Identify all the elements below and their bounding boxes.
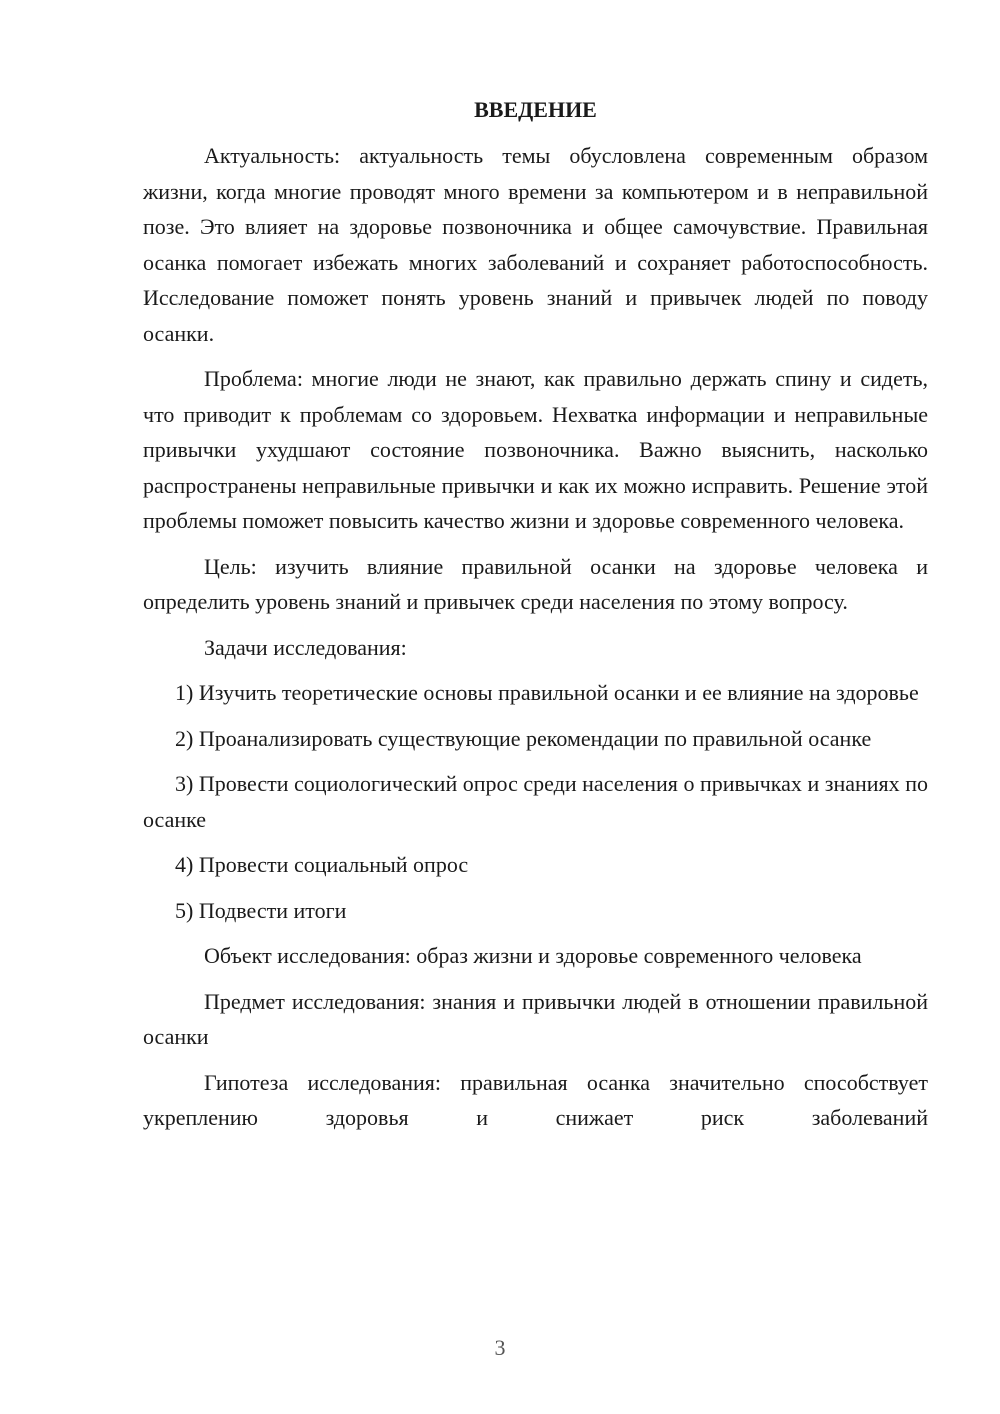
paragraph-object: Объект исследования: образ жизни и здоровье современного человека — [204, 943, 862, 968]
document-page — [143, 92, 928, 1146]
task-item-2: 2) Проанализировать существующие рекомендации по правильной осанке — [175, 725, 872, 751]
task-item-4: 4) Провести социальный опрос — [175, 852, 469, 877]
task-item-3: 3) Провести социологический опрос среди населения о привычках и знаниях по осанке — [143, 771, 928, 832]
paragraph-goal: Цель: изучить влияние правильной осанки на здоровье человека и определить уровень знаний и привычек среди населения по этому вопросу. — [143, 553, 928, 614]
paragraph-problem: Проблема: многие люди не знают, как правильно держать спину и сидеть, что приводит к проблемам со здоровьем. Нехватка информации и неправильные привычки ухудшают состояние позвоночника. Важно выяснить, насколько распространены неправильные привычки и как их можно исправить. Решение этой проблемы поможет повысить качество жизни и здоровье современного человека. — [143, 366, 928, 533]
paragraph-relevance: Актуальность: актуальность темы обусловлена современным образом жизни, когда многие проводят много времени за компьютером и в неправильной позе. Это влияет на здоровье позвоночника и общее самочувствие. Правильная осанка помогает избежать многих заболеваний и сохраняет работоспособность. Исследование поможет понять уровень знаний и привычек людей по поводу осанки. — [143, 143, 928, 346]
paragraph-subject: Предмет исследования: знания и привычки людей в отношении правильной осанки — [143, 988, 928, 1049]
paragraph-tasks-heading: Задачи исследования: — [204, 634, 407, 660]
page-number: 3 — [494, 1335, 506, 1360]
task-item-5: 5) Подвести итоги — [175, 897, 347, 923]
page-title: ВВЕДЕНИЕ — [474, 97, 597, 122]
paragraph-hypothesis: Гипотеза исследования: правильная осанка значительно способствует укреплению здоровья и снижает риск заболеваний — [143, 1069, 928, 1130]
task-item-1: 1) Изучить теоретические основы правильной осанки и ее влияние на здоровье — [175, 680, 919, 705]
